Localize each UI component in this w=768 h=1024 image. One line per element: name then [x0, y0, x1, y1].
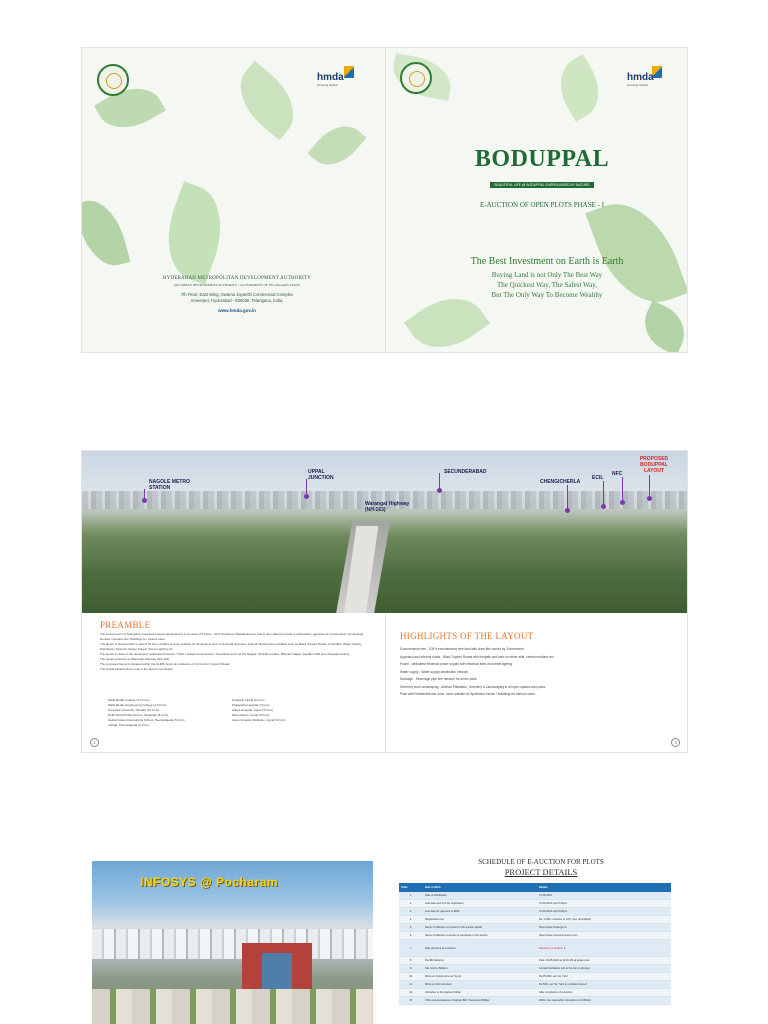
page-number-left: 2 [90, 738, 99, 747]
preamble-bullet: The Government of Telangana proposed a layout development in an area of 9 Acres - 34.6 Guntas for Residential use and is now offered for sale to individuals / agencies for construction of Individual Houses / Apartments / Buildings for various uses. [100, 632, 364, 641]
amenity-item: Aditya Hospital, Uppal (3 Kms) [232, 708, 273, 712]
leaf-decoration [153, 181, 235, 284]
amenity-item: Nanjaval, Uppal (3 Kms) [232, 698, 265, 702]
highlight-item: Greenery and Landscaping - Avenue Plantation, Greenery & Landscaping in all open spaces and parks [400, 684, 546, 689]
table-row [399, 924, 671, 932]
cell: 5. [399, 924, 423, 932]
cell: Name of Website to access & participate in the auction [423, 932, 537, 940]
preamble-bullet: The proposed layout is situated within the GHMC limits at a distance of 3 kms from Uppal X Road. [100, 662, 231, 666]
amenity-item: Delhi World Public School, Narapally (8 Kms) [108, 713, 169, 717]
page-fold [385, 613, 386, 753]
cell: 9. [399, 965, 423, 973]
table-row [399, 973, 671, 981]
table-row [399, 908, 671, 916]
amenity-item: Osmania University, Tarnaka (10 Kms) [108, 708, 160, 712]
cell: Offer and acceptance of Highest Bid / Successful Bidder [423, 997, 537, 1005]
cell: Name of Website to contact for the auction details [423, 924, 537, 932]
amenity-item: Malla Reddy Engineering College (2.0 Kms) [108, 703, 167, 707]
col-header: Sl.No [399, 883, 423, 892]
hmda-logo [317, 72, 344, 87]
infosys-photo [92, 861, 373, 1024]
leaf-decoration [636, 300, 688, 353]
highlight-item: Drainage - Sewerage pipe line network for all the plots [400, 677, 477, 681]
preamble-heading: PREAMBLE [100, 620, 151, 630]
table-row [399, 892, 671, 900]
page-fold [385, 48, 386, 352]
highlight-item: Encumbrance free - 100% encumbrance free land with clear title owned by Government [400, 647, 524, 651]
cell: 07.09.2022 upto 5.00pm [537, 908, 671, 916]
amenity-item: Global Indian International School, Peerzadiguda (5 Kms) [108, 718, 185, 722]
cell: Minimum bid increment [423, 981, 537, 989]
table-row [399, 940, 671, 957]
table-row [399, 997, 671, 1005]
back-cover-address [122, 276, 352, 313]
table-row [399, 957, 671, 965]
cover-tagline: BEAUTIFUL LIFE @ BODUPPAL SURROUNDED BY NATURE [490, 182, 593, 188]
location-pin-icon [622, 477, 623, 503]
cover-line-2: The Quickest Way, The Safest Way, [496, 281, 598, 289]
hmda-logo-text: hmda [317, 72, 344, 83]
amenity-item: Indraja, Peerzadiguda (2 Kms) [108, 723, 149, 727]
campus-buildings [92, 929, 373, 959]
label-proposed-layout: PROPOSED BODUPPAL LAYOUT [639, 456, 669, 474]
cell: 4. [399, 916, 423, 924]
address-line-1: 7th Floor, East Wing, Swarna Jayanthi Commercial Complex [180, 292, 294, 297]
brochure-schedule-spread [81, 843, 688, 1024]
amenity-item: Malla Reddy College (4.0 Kms) [108, 698, 150, 702]
leaf-decoration [308, 115, 367, 176]
highlights-heading: HIGHLIGHTS OF THE LAYOUT [400, 631, 534, 641]
preamble-bullet: The layout is close to the developed residential Colonies / Villas / Gated Communities / Townships such as the Nagole, Srinidhi enclave, Bhavani Nagar, Gayathri Hills and Vinayaka Colony. [100, 652, 350, 656]
cell: 2. [399, 900, 423, 908]
table-row [399, 916, 671, 924]
cell: 8. [399, 957, 423, 965]
hmda-logo-text: hmda [627, 72, 654, 83]
front-cover-headline-block [407, 256, 687, 299]
location-pin-icon [439, 473, 440, 491]
cell: Pre-Bid Meeting [423, 957, 537, 965]
table-header-row [399, 883, 671, 892]
label-nfc: NFC [612, 471, 623, 477]
address-line-2: Ameerpet, Hyderabad - 500038. Telangana, India. [190, 298, 284, 303]
label-warangal-highway: Warangal Highway (NH-163) [365, 501, 410, 513]
preamble-bullet: The layout connects to Warangal Highway (NH-163). [100, 657, 171, 661]
brochure-preamble-spread [81, 450, 688, 753]
preamble-bullets [100, 632, 372, 672]
label-uppal: UPPAL JUNCTION [308, 469, 334, 481]
leaf-decoration [548, 54, 610, 122]
highlights-list [400, 646, 670, 699]
table-row [399, 932, 671, 940]
cell: Date: 29.08.2022 at 11:00 AM at project site [537, 957, 671, 965]
cell: 11. [399, 981, 423, 989]
label-secunderabad: SECUNDERABAD [444, 469, 487, 475]
label-chengicherla: CHENGICHERLA [540, 479, 581, 485]
amenities-left-column [108, 698, 228, 728]
cell[interactable]: https://www.mstcecommerce.com [537, 932, 671, 940]
cell: Last date and time for registration [423, 900, 537, 908]
amenities-right-column [232, 698, 352, 723]
amenity-item: Prajapatha Hospital (3 Kms) [232, 703, 270, 707]
telangana-seal-icon [400, 62, 432, 94]
aerial-photo [82, 451, 687, 613]
cell: Session-1 & Session-II [537, 940, 671, 957]
cell: Rs.35,000/- per Sq. Yard [537, 973, 671, 981]
table-row [399, 981, 671, 989]
location-pin-icon [306, 479, 307, 497]
cell: Within one week after intimation to H1 Bidder [537, 997, 671, 1005]
telangana-seal-icon [97, 64, 129, 96]
cell: 3. [399, 908, 423, 916]
org-name: HYDERABAD METROPOLITAN DEVELOPMENT AUTHORITY [162, 276, 312, 281]
hmda-logo-icon [344, 66, 354, 78]
amenity-item: Metro Depot, Uppal (3 Kms) [232, 713, 270, 717]
amenity-item: Asian Cineplex Multiplex, Uppal (3 Kms) [232, 718, 286, 722]
cell: Contact facilitation cell at the site on all days [537, 965, 671, 973]
cell: Date of Notification [423, 892, 537, 900]
cell: 07.09.2022 upto 5.00pm [537, 900, 671, 908]
label-ecil: ECIL [592, 475, 604, 481]
cell: 13. [399, 997, 423, 1005]
highlight-item: Plots with Residential use zone, more suitable for Apartment blocks / Buildings for various users [400, 692, 536, 696]
hmda-logo-tagline: Growing Global [627, 83, 648, 87]
location-pin-icon [144, 489, 145, 501]
table-row [399, 900, 671, 908]
hmda-logo-tagline: Growing Global [317, 83, 338, 87]
table-row [399, 965, 671, 973]
cover-line-3: But The Only Way To Become Wealthy [491, 291, 603, 299]
highlight-item: Approach and internal roads - Black Topped Roads with footpath and kerb on either side, central medians etc. [400, 654, 555, 659]
cover-subtitle: E-AUCTION OF OPEN PLOTS PHASE - I [479, 201, 605, 209]
cell: Registration Fee [423, 916, 537, 924]
leaf-decoration [81, 194, 130, 272]
cell: Date and time of e-Auction [423, 940, 537, 957]
cell: 27.08.2022 [537, 892, 671, 900]
cover-headline: The Best Investment on Earth is Earth [470, 256, 624, 267]
location-pin-icon [567, 485, 568, 511]
schedule-table [399, 883, 671, 1005]
front-cover-title-block [407, 146, 677, 209]
cell: 1. [399, 892, 423, 900]
cell: Site visit by Bidders [423, 965, 537, 973]
cell: 12. [399, 989, 423, 997]
location-pin-icon [649, 475, 650, 499]
col-header: Details [537, 883, 671, 892]
table-row [399, 989, 671, 997]
location-pin-icon [603, 481, 604, 507]
leaf-decoration [226, 61, 309, 140]
schedule-title: SCHEDULE OF E-AUCTION FOR PLOTS [478, 858, 604, 866]
cell: 6. [399, 932, 423, 940]
cover-line-1: Buying Land is not Only The Best Way [491, 271, 603, 279]
cell: 7. [399, 940, 423, 957]
photo-caption: INFOSYS @ Pocharam [140, 875, 279, 889]
cover-title: BODUPPAL [474, 146, 610, 172]
org-subtitle: (AN URBAN DEVELOPMENT AUTHORITY - GOVERNMENT OF TELANGANA STATE) [173, 283, 301, 287]
highlight-item: Power - dedicated electrical power supply with electrical lines and street lighting [400, 662, 513, 666]
cell: Intimation to the Highest bidder [423, 989, 537, 997]
preamble-bullet: The Social Infrastructure near to the layout is as below: [100, 667, 174, 671]
brochure-cover-spread [81, 47, 688, 353]
campus-lower-buildings [92, 989, 373, 1024]
cell[interactable]: https://www.hmda.gov.in [537, 924, 671, 932]
cell: After completion of e-Auction [537, 989, 671, 997]
cell: Rs. 1,180/- inclusive of GST (non refundable) [537, 916, 671, 924]
website-link[interactable]: www.hmda.gov.in [218, 308, 256, 313]
cell: Last date for payment of EMD [423, 908, 537, 916]
highlight-item: Water supply - Water supply distribution network [400, 669, 469, 674]
col-header: Item of Work [423, 883, 537, 892]
preamble-bullet: The layout is planned with a total of 52 Nos of different sizes suitable for all sections and commercial purposes, with all infrastructure facilities such as Black Topped Roads, Footpaths, Water Supply Distribution Network, Power Supply, Street Lighting etc. [100, 642, 362, 651]
page-number-right: 3 [671, 738, 680, 747]
cell: Rs.500/- per Sq. Yard or multiples thereof [537, 981, 671, 989]
cell: Minimum Upset price per Sq.yd [423, 973, 537, 981]
hmda-logo [627, 72, 654, 87]
label-nagole: NAGOLE METRO STATION [149, 479, 190, 491]
project-details-heading: PROJECT DETAILS [504, 867, 578, 877]
cell: 10. [399, 973, 423, 981]
